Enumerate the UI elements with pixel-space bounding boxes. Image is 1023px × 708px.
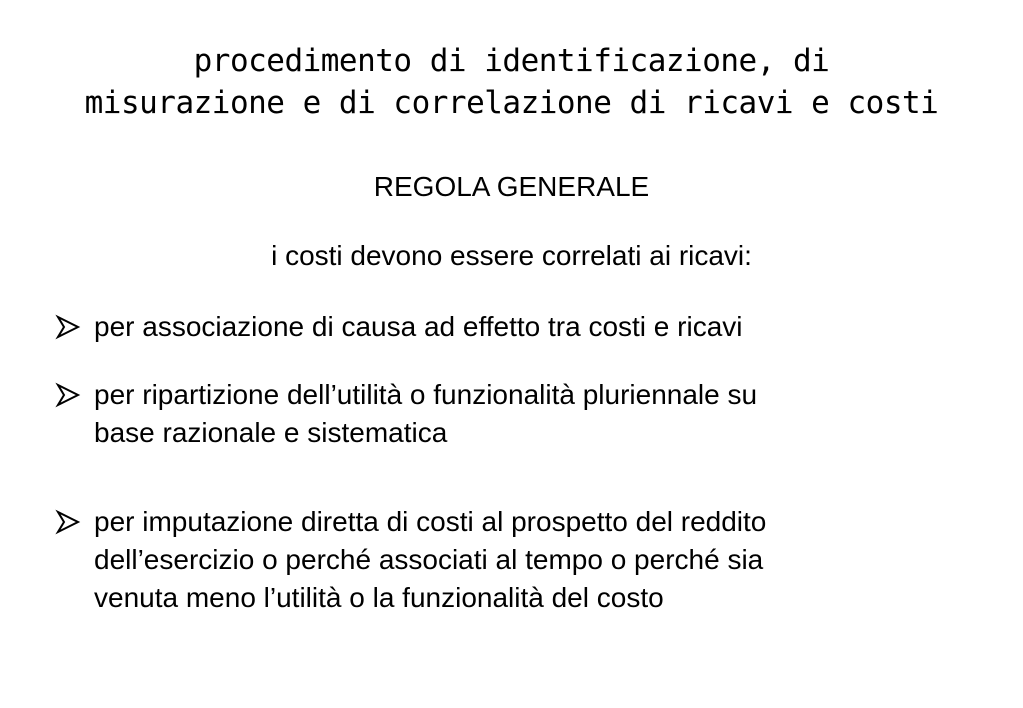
arrow-bullet-icon (55, 509, 81, 535)
title-line-1: procedimento di identificazione, di (193, 43, 830, 79)
bullet-item (55, 308, 1005, 346)
bullet-text (94, 308, 1005, 346)
bullet-line: dell’esercizio o perché associati al tempo o perché sia (94, 544, 764, 575)
arrow-bullet-icon (55, 314, 81, 340)
bullet-line: base razionale e sistematica (94, 417, 448, 448)
rule-statement: i costi devono essere correlati ai ricavi: (271, 240, 752, 271)
rule-heading: REGOLA GENERALE (373, 171, 650, 202)
page-title (0, 40, 1023, 124)
bullet-item (55, 503, 1005, 617)
title-line-2: misurazione e di correlazione di ricavi e costi (84, 85, 939, 121)
bullet-line: per imputazione diretta di costi al prospetto del reddito (94, 506, 767, 537)
bullet-line: per ripartizione dell’utilità o funzionalità pluriennale su (94, 379, 758, 410)
bullet-line: venuta meno l’utilità o la funzionalità del costo (94, 582, 664, 613)
bullet-line: per associazione di causa ad effetto tra costi e ricavi (94, 311, 743, 342)
arrow-bullet-icon (55, 382, 81, 408)
bullet-text (94, 503, 1005, 617)
bullet-item (55, 376, 1005, 452)
bullet-text (94, 376, 1005, 452)
